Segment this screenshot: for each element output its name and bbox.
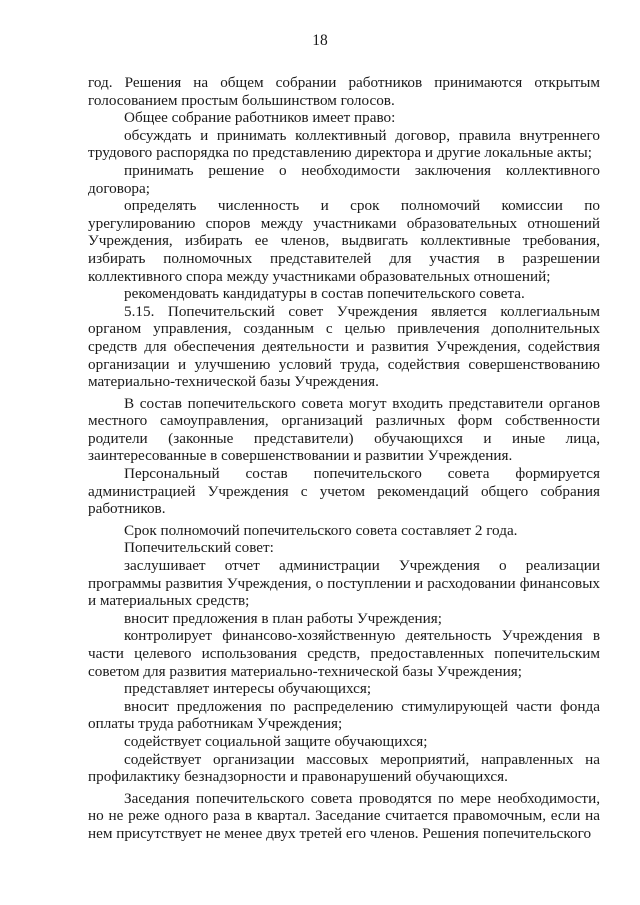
paragraph-16: вносит предложения по распределению стимулирующей части фонда оплаты труда работникам Учреждения; bbox=[88, 697, 600, 733]
paragraph-15: представляет интересы обучающихся; bbox=[124, 680, 372, 698]
paragraph-14: контролирует финансово-хозяйственную деятельность Учреждения в части целевого использования средств, предоставленных попечительским советом для развития материально-технической базы Учреждения; bbox=[88, 627, 600, 680]
paragraph-3: обсуждать и принимать коллективный договор, правила внутреннего трудового распорядка по представлению директора и другие локальные акты; bbox=[88, 126, 600, 162]
paragraph-5: определять численность и срок полномочий комиссии по урегулированию споров между участниками образовательных отношений Учреждения, избирать ее членов, выдвигать коллективные требования, избирать полномочных представителей для участия в разрешении коллективного спора между участниками образовательных отношений; bbox=[88, 197, 600, 285]
paragraph-2: Общее собрание работников имеет право: bbox=[124, 109, 396, 127]
paragraph-11: Попечительский совет: bbox=[124, 539, 274, 557]
paragraph-8: В состав попечительского совета могут входить представители органов местного самоуправления, организаций различных форм собственности родители (законные представители) обучающихся и иные лица, заинтересованные в совершенствовании и развитии Учреждения. bbox=[88, 394, 600, 465]
page-number: 18 bbox=[312, 32, 328, 49]
paragraph-18: содействует организации массовых мероприятий, направленных на профилактику безнадзорности и правонарушений обучающихся. bbox=[88, 750, 600, 786]
paragraph-19: Заседания попечительского совета проводятся по мере необходимости, но не реже одного раза в квартал. Заседание считается правомочным, если на нем присутствует не менее двух третей его членов. Решения попечительского bbox=[88, 789, 600, 842]
paragraph-12: заслушивает отчет администрации Учреждения о реализации программы развития Учреждения, о поступлении и расходовании финансовых и материальных средств; bbox=[88, 557, 600, 610]
paragraph-6: рекомендовать кандидатуры в состав попечительского совета. bbox=[124, 285, 525, 303]
paragraph-4: принимать решение о необходимости заключения коллективного договора; bbox=[88, 161, 600, 197]
paragraph-7: 5.15. Попечительский совет Учреждения является коллегиальным органом управления, созданным с целью привлечения дополнительных средств для обеспечения деятельности и развития Учреждения, содействия организации и улучшению условий труда, содействия совершенствованию материально-технической базы Учреждения. bbox=[88, 302, 600, 391]
paragraph-9: Персональный состав попечительского совета формируется администрацией Учреждения с учетом рекомендаций общего собрания работников. bbox=[88, 465, 600, 518]
paragraph-17: содействует социальной защите обучающихся; bbox=[124, 732, 428, 750]
paragraph-10: Срок полномочий попечительского совета составляет 2 года. bbox=[124, 521, 518, 539]
paragraph-13: вносит предложения в план работы Учреждения; bbox=[124, 609, 443, 627]
document-body bbox=[88, 74, 600, 843]
paragraph-1: год. Решения на общем собрании работников принимаются открытым голосованием простым большинством голосов. bbox=[88, 74, 600, 109]
